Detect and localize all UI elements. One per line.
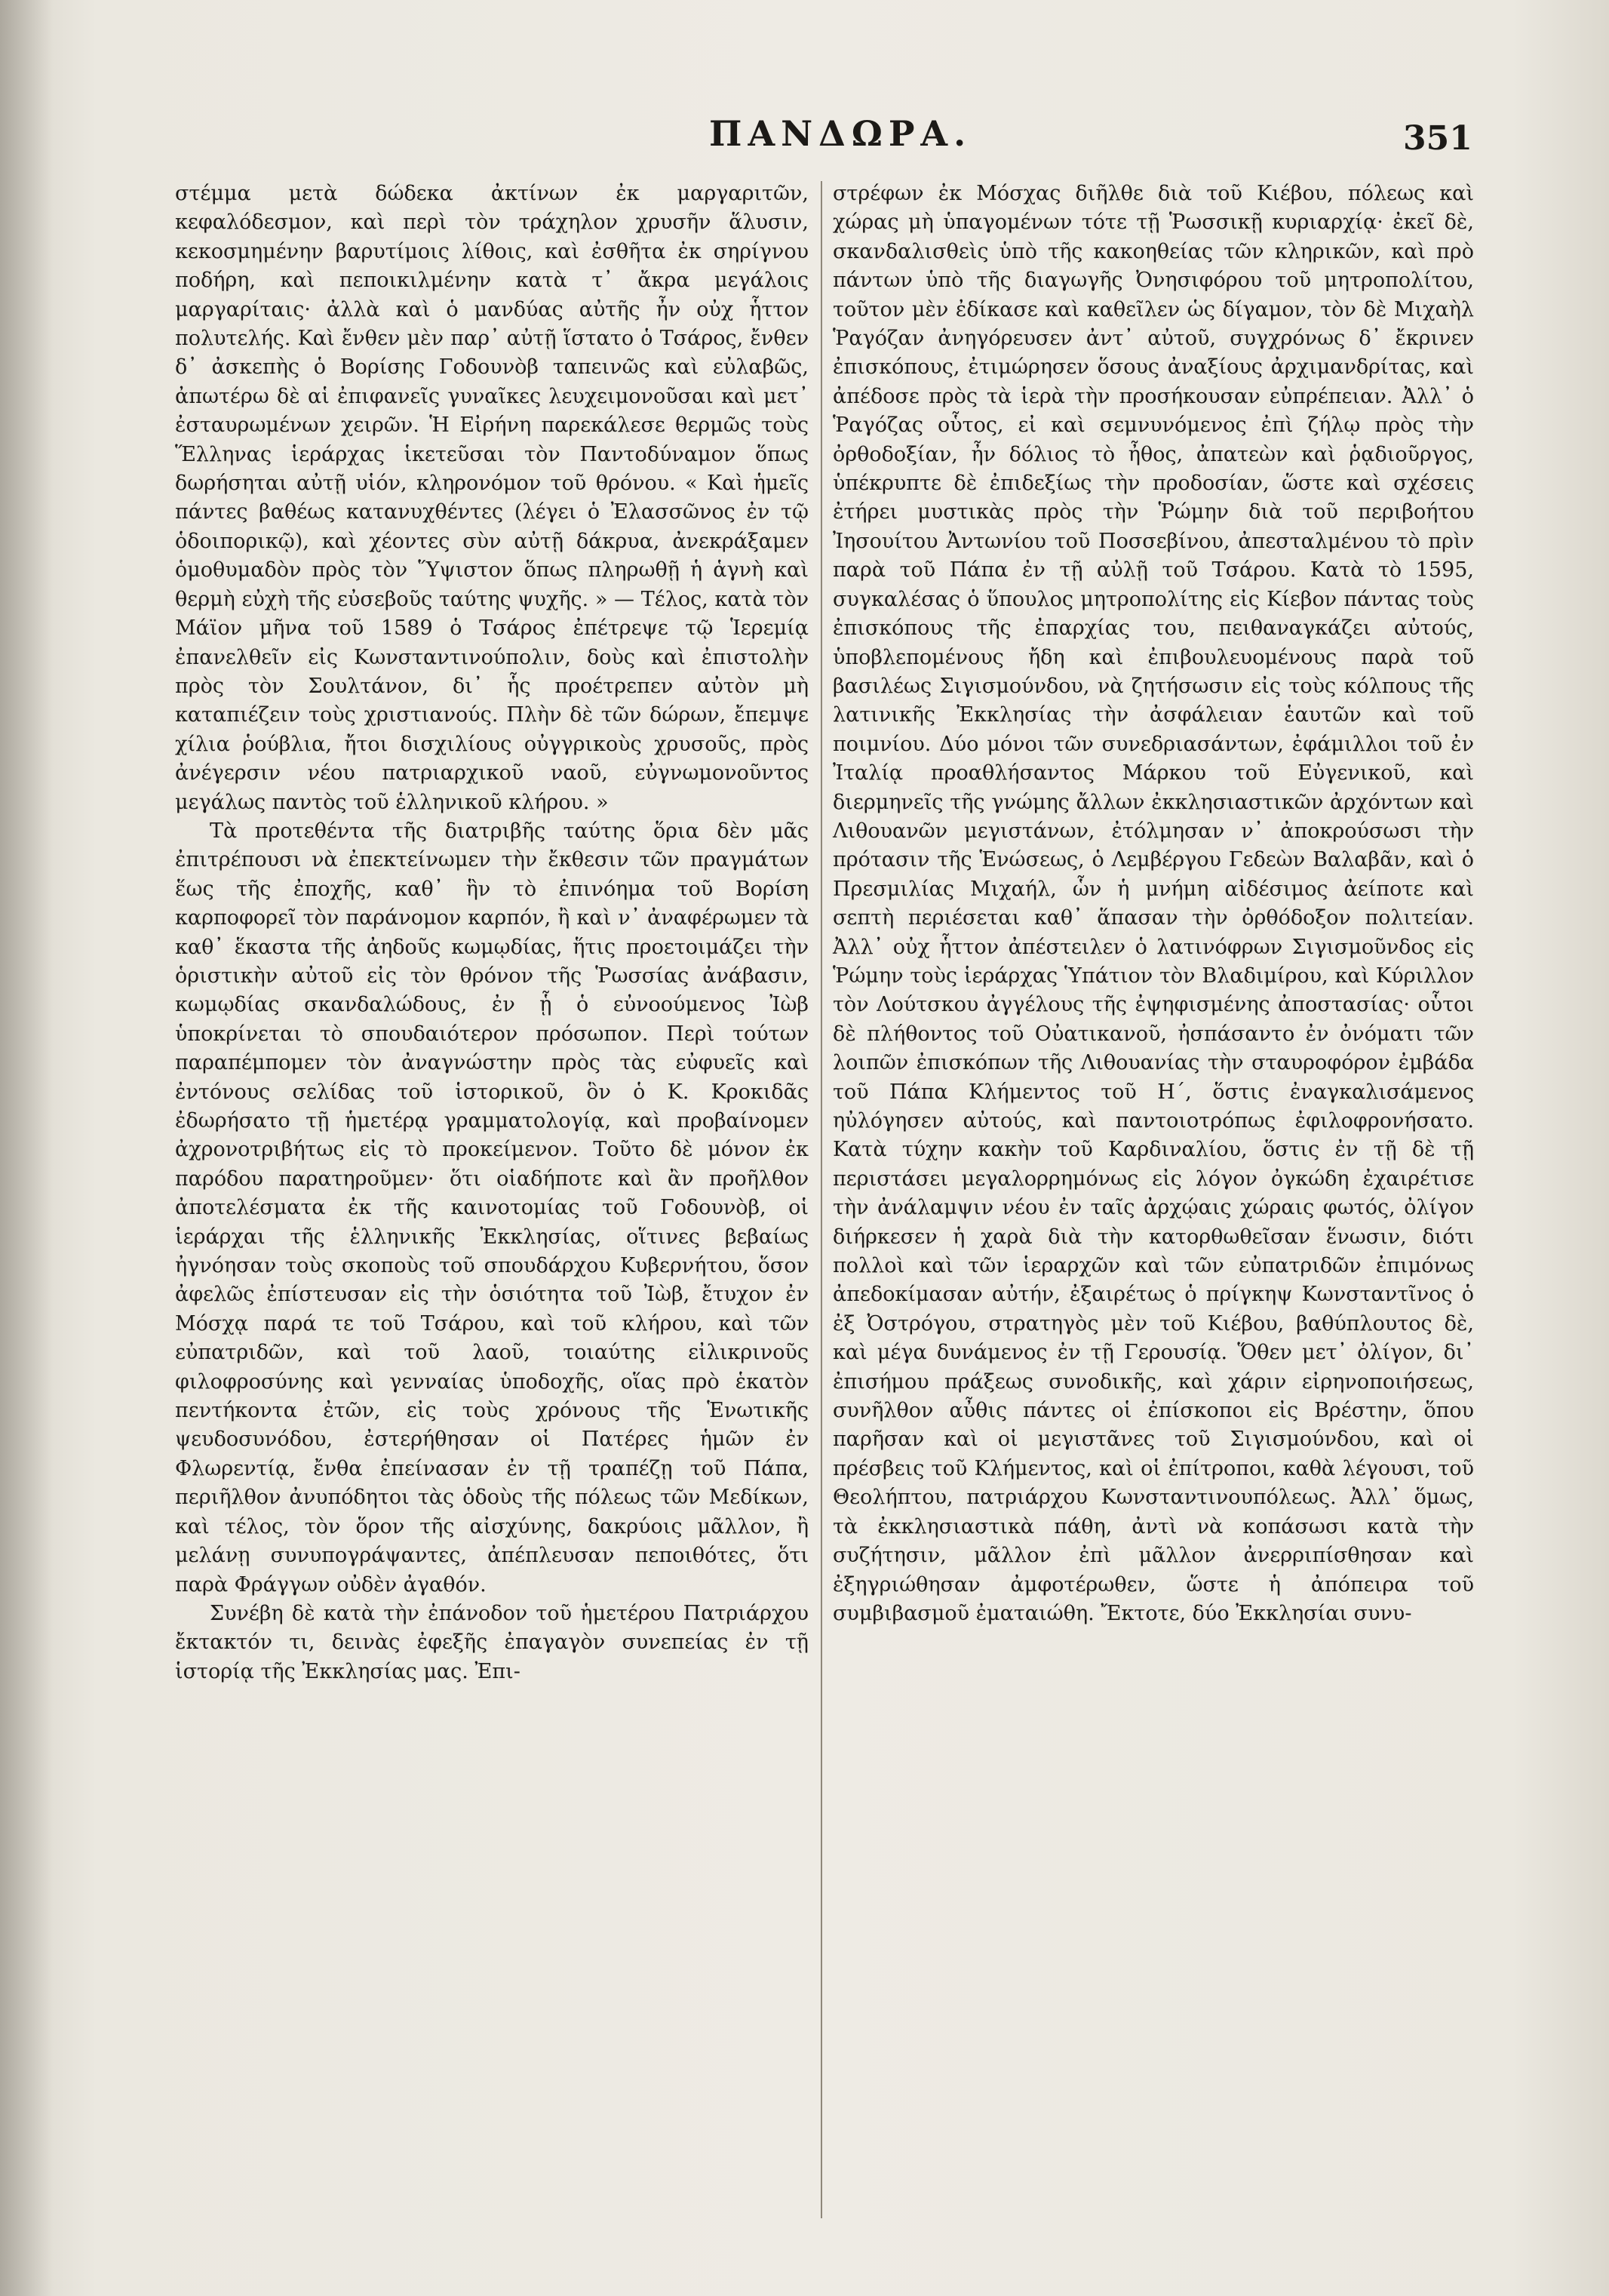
- right-column: [833, 180, 1474, 1628]
- right-paragraph-1: στρέφων ἐκ Μόσχας διῆλθε διὰ τοῦ Κιέβου, πόλεως καὶ χώρας μὴ ὑπαγομένων τότε τῇ Ῥωσσικῇ κυριαρχίᾳ· ἐκεῖ δὲ, σκανδαλισθεὶς ὑπὸ τῆς κακοηθείας τῶν κληρικῶν, καὶ πρὸ πάντων ὑπὸ τῆς διαγωγῆς Ὀνησιφόρου τοῦ μητροπολίτου, τοῦτον μὲν ἐδίκασε καὶ καθεῖλεν ὡς δίγαμον, τὸν δὲ Μιχαὴλ Ῥαγόζαν ἀνηγόρευσεν ἀντ᾽ αὐτοῦ, συγχρόνως δ᾽ ἔκρινεν ἐπισκόπους, ἐτιμώρησεν ὅσους ἀναξίους ἀρχιμανδρίτας, καὶ ἀπέδοσε πρὸς τὰ ἱερὰ τὴν προσήκουσαν εὐπρέπειαν. Ἀλλ᾽ ὁ Ῥαγόζας οὗτος, εἰ καὶ σεμνυνόμενος ἐπὶ ζήλῳ πρὸς τὴν ὀρθοδοξίαν, ἦν δόλιος τὸ ἦθος, ἀπατεὼν καὶ ῥᾳδιοῦργος, ὑπέκρυπτε δὲ ἐπιδεξίως τὴν προδοσίαν, ὥστε καὶ σχέσεις ἐτήρει μυστικὰς πρὸς τὴν Ῥώμην διὰ τοῦ περιβοήτου Ἰησουίτου Ἀντωνίου τοῦ Ποσσεβίνου, ἀπεσταλμένου τὸ πρὶν παρὰ τοῦ Πάπα ἐν τῇ αὐλῇ τοῦ Τσάρου. Κατὰ τὸ 1595, συγκαλέσας ὁ ὕπουλος μητροπολίτης εἰς Κίεβον πάντας τοὺς ἐπισκόπους τῆς ἐπαρχίας του, πειθαναγκάζει αὐτούς, ὑποβλεπομένους ἤδη καὶ ἐπιβουλευομένους παρὰ τοῦ βασιλέως Σιγισμούνδου, νὰ ζητήσωσιν εἰς τοὺς κόλπους τῆς λατινικῆς Ἐκκλησίας τὴν ἀσφάλειαν ἑαυτῶν καὶ τοῦ ποιμνίου. Δύο μόνοι τῶν συνεδριασάντων, ἐφάμιλλοι τοῦ ἐν Ἰταλίᾳ προαθλήσαντος Μάρκου τοῦ Εὐγενικοῦ, καὶ διερμηνεῖς τῆς γνώμης ἄλλων ἐκκλησιαστικῶν ἀρχόντων καὶ Λιθουανῶν μεγιστάνων, ἐτόλμησαν ν᾽ ἀποκρούσωσι τὴν πρότασιν τῆς Ἑνώσεως, ὁ Λεμβέργου Γεδεὼν Βαλαβᾶν, καὶ ὁ Πρεσμιλίας Μιχαήλ, ὧν ἡ μνήμη αἰδέσιμος ἀείποτε καὶ σεπτὴ περιέσεται καθ᾽ ἅπασαν τὴν ὀρθόδοξον πολιτείαν. Ἀλλ᾽ οὐχ ἧττον ἀπέστειλεν ὁ λατινόφρων Σιγισμοῦνδος εἰς Ῥώμην τοὺς ἱεράρχας Ὑπάτιον τὸν Βλαδιμίρου, καὶ Κύριλλον τὸν Λούτσκου ἀγγέλους τῆς ἐψηφισμένης ἀποστασίας· οὗτοι δὲ πλήθοντος τοῦ Οὐατικανοῦ, ἠσπάσαντο ἐν ὀνόματι τῶν λοιπῶν ἐπισκόπων τῆς Λιθουανίας τὴν σταυροφόρον ἐμβάδα τοῦ Πάπα Κλήμεντος τοῦ Η΄, ὅστις ἐναγκαλισάμενος ηὐλόγησεν αὐτούς, καὶ παντοιοτρόπως ἐφιλοφρονήσατο. Κατὰ τύχην κακὴν τοῦ Καρδιναλίου, ὅστις ἐν τῇ δὲ τῇ περιστάσει μεγαλορρημόνως εἰς λόγον ὀγκώδη ἐχαιρέτισε τὴν ἀνάλαμψιν νέου ἐν ταῖς ἀρχῴαις χώραις φωτός, ὀλίγον διήρκεσεν ἡ χαρὰ διὰ τὴν κατορθωθεῖσαν ἕνωσιν, διότι πολλοὶ καὶ τῶν ἱεραρχῶν καὶ τῶν εὐπατριδῶν ἐπιμόνως ἀπεδοκίμασαν αὐτήν, ἐξαιρέτως ὁ πρίγκηψ Κωνσταντῖνος ὁ ἐξ Ὀστρόγου, στρατηγὸς μὲν τοῦ Κιέβου, βαθύπλουτος δὲ, καὶ μέγα δυνάμενος ἐν τῇ Γερουσίᾳ. Ὅθεν μετ᾽ ὀλίγον, δι᾽ ἐπισήμου πράξεως συνοδικῆς, καὶ χάριν εἰρηνοποιήσεως, συνῆλθον αὖθις πάντες οἱ ἐπίσκοποι εἰς Βρέστην, ὅπου παρῆσαν καὶ οἱ μεγιστᾶνες τοῦ Σιγισμούνδου, καὶ οἱ πρέσβεις τοῦ Κλήμεντος, καὶ οἱ ἐπίτροποι, καθὰ λέγουσι, τοῦ Θεολήπτου, πατριάρχου Κωνσταντινουπόλεως. Ἀλλ᾽ ὅμως, τὰ ἐκκλησιαστικὰ πάθη, ἀντὶ νὰ κοπάσωσι κατὰ τὴν συζήτησιν, μᾶλλον ἐπὶ μᾶλλον ἀνερριπίσθησαν καὶ ἐξηγριώθησαν ἀμφοτέρωθεν, ὥστε ἡ ἀπόπειρα τοῦ συμβιβασμοῦ ἐματαιώθη. Ἔκτοτε, δύο Ἐκκλησίαι συνυ-: [833, 182, 1474, 1625]
- left-paragraph-1: στέμμα μετὰ δώδεκα ἀκτίνων ἐκ μαργαριτῶν, κεφαλόδεσμον, καὶ περὶ τὸν τράχηλον χρυσῆν ἅλυσιν, κεκοσμημένην βαρυτίμοις λίθοις, καὶ ἐσθῆτα ἐκ σηρίγνου ποδήρη, καὶ πεποικιλμένην κατὰ τ᾽ ἄκρα μεγάλοις μαργαρίταις· ἀλλὰ καὶ ὁ μανδύας αὐτῆς ἦν οὐχ ἧττον πολυτελής. Καὶ ἔνθεν μὲν παρ᾽ αὐτῇ ἵστατο ὁ Τσάρος, ἔνθεν δ᾽ ἀσκεπὴς ὁ Βορίσης Γοδουνὸβ ταπεινῶς καὶ εὐλαβῶς, ἀπωτέρω δὲ αἱ ἐπιφανεῖς γυναῖκες λευχειμονοῦσαι καὶ μετ᾽ ἐσταυρωμένων χειρῶν. Ἡ Εἰρήνη παρεκάλεσε θερμῶς τοὺς Ἕλληνας ἱεράρχας ἱκετεῦσαι τὸν Παντοδύναμον ὅπως δωρήσηται αὐτῇ υἱόν, κληρονόμον τοῦ θρόνου. « Καὶ ἡμεῖς πάντες βαθέως κατανυχθέντες (λέγει ὁ Ἐλασσῶνος ἐν τῷ ὁδοιπορικῷ), καὶ χέοντες σὺν αὐτῇ δάκρυα, ἀνεκράξαμεν ὁμοθυμαδὸν πρὸς τὸν Ὕψιστον ὅπως πληρωθῇ ἡ ἁγνὴ καὶ θερμὴ εὐχὴ τῆς εὐσεβοῦς ταύτης ψυχῆς. » — Τέλος, κατὰ τὸν Μάϊον μῆνα τοῦ 1589 ὁ Τσάρος ἐπέτρεψε τῷ Ἱερεμίᾳ ἐπανελθεῖν εἰς Κωνσταντινούπολιν, δοὺς καὶ ἐπιστολὴν πρὸς τὸν Σουλτάνον, δι᾽ ἧς προέτρεπεν αὐτὸν μὴ καταπιέζειν τοὺς χριστιανούς. Πλὴν δὲ τῶν δώρων, ἔπεμψε χίλια ῥούβλια, ἤτοι δισχιλίους οὐγγρικοὺς χρυσοῦς, πρὸς ἀνέγερσιν νέου πατριαρχικοῦ ναοῦ, εὐγνωμονοῦντος μεγάλως παντὸς τοῦ ἑλληνικοῦ κλήρου. »: [175, 182, 809, 814]
- page-number: 351: [1403, 119, 1472, 158]
- left-paragraph-3: Συνέβη δὲ κατὰ τὴν ἐπάνοδον τοῦ ἡμετέρου Πατριάρχου ἔκτακτόν τι, δεινὰς ἐφεξῆς ἐπαγαγὸν συνεπείας ἐν τῇ ἱστορίᾳ τῆς Ἐκκλησίας μας. Ἐπι-: [175, 1601, 809, 1683]
- running-head: [0, 113, 1609, 166]
- journal-title: ΠΑΝΔΩΡΑ.: [709, 113, 972, 154]
- binding-shadow: [0, 0, 53, 2296]
- left-paragraph-2: Τὰ προτεθέντα τῆς διατριβῆς ταύτης ὅρια δὲν μᾶς ἐπιτρέπουσι νὰ ἐπεκτείνωμεν τὴν ἔκθεσιν τῶν πραγμάτων ἕως τῆς ἐποχῆς, καθ᾽ ἣν τὸ ἐπινόημα τοῦ Βορίση καρποφορεῖ τὸν παράνομον καρπόν, ἢ καὶ ν᾽ ἀναφέρωμεν τὰ καθ᾽ ἕκαστα τῆς ἀηδοῦς κωμῳδίας, ἥτις προετοιμάζει τὴν ὁριστικὴν αὐτοῦ εἰς τὸν θρόνον τῆς Ῥωσσίας ἀνάβασιν, κωμῳδίας σκανδαλώδους, ἐν ᾗ ὁ εὐνοούμενος Ἰὼβ ὑποκρίνεται τὸ σπουδαιότερον πρόσωπον. Περὶ τούτων παραπέμπομεν τὸν ἀναγνώστην πρὸς τὰς εὐφυεῖς καὶ ἐντόνους σελίδας τοῦ ἱστορικοῦ, ὃν ὁ Κ. Κροκιδᾶς ἐδωρήσατο τῇ ἡμετέρᾳ γραμματολογίᾳ, καὶ προβαίνομεν ἀχρονοτριβήτως εἰς τὸ προκείμενον. Τοῦτο δὲ μόνον ἐκ παρόδου παρατηροῦμεν· ὅτι οἱαδήποτε καὶ ἂν προῆλθον ἀποτελέσματα ἐκ τῆς καινοτομίας τοῦ Γοδουνὸβ, οἱ ἱεράρχαι τῆς ἑλληνικῆς Ἐκκλησίας, οἵτινες βεβαίως ἠγνόησαν τοὺς σκοποὺς τοῦ σπουδάρχου Κυβερνήτου, ὅσον ἀφελῶς ἐπίστευσαν εἰς τὴν ὁσιότητα τοῦ Ἰὼβ, ἔτυχον ἐν Μόσχᾳ παρά τε τοῦ Τσάρου, καὶ τοῦ κλήρου, καὶ τῶν εὐπατριδῶν, καὶ τοῦ λαοῦ, τοιαύτης εἰλικρινοῦς φιλοφροσύνης καὶ γενναίας ὑποδοχῆς, οἵας πρὸ ἑκατὸν πεντήκοντα ἐτῶν, εἰς τοὺς χρόνους τῆς Ἑνωτικῆς ψευδοσυνόδου, ἐστερήθησαν οἱ Πατέρες ἡμῶν ἐν Φλωρεντίᾳ, ἔνθα ἐπείνασαν ἐν τῇ τραπέζῃ τοῦ Πάπα, περιῆλθον ἀνυπόδητοι τὰς ὁδοὺς τῆς πόλεως τῶν Μεδίκων, καὶ τέλος, τὸν ὅρον τῆς αἰσχύνης, δακρύοις μᾶλλον, ἢ μελάνῃ συνυπογράψαντες, ἀπέπλευσαν πεποιθότες, ὅτι παρὰ Φράγγων οὐδὲν ἀγαθόν.: [175, 819, 809, 1597]
- left-column: [175, 180, 809, 1686]
- column-divider: [821, 181, 822, 2218]
